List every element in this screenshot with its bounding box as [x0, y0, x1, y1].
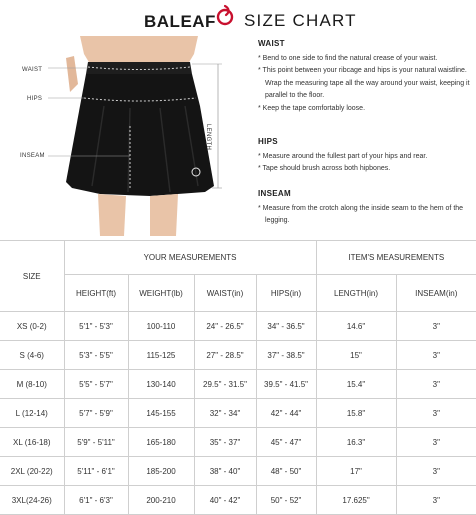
table-cell: 32" - 34": [194, 399, 256, 428]
table-cell: 3": [396, 457, 476, 486]
hips-point: * Tape should brush across both hipbones.: [258, 165, 391, 173]
table-cell: 5'7" - 5'9": [64, 399, 128, 428]
table-cell: 38" - 40": [194, 457, 256, 486]
table-row: [0, 312, 476, 341]
column-header: HEIGHT(ft): [64, 275, 128, 312]
table-cell: 3": [396, 312, 476, 341]
size-cell: XL (16-18): [0, 428, 64, 457]
table-cell: 5'11" - 6'1": [64, 457, 128, 486]
table-cell: 17.625": [316, 486, 396, 515]
table-cell: 5'1" - 5'3": [64, 312, 128, 341]
label-waist: WAIST: [22, 67, 43, 73]
table-row: [0, 399, 476, 428]
label-length: LENGTH: [205, 124, 211, 151]
table-cell: 5'3" - 5'5": [64, 341, 128, 370]
label-inseam: INSEAM: [20, 153, 45, 159]
waist-point: * Bend to one side to find the natural crease of your waist.: [258, 54, 438, 62]
brand-name: BALEAF: [144, 12, 216, 31]
inseam-heading: INSEAM: [258, 189, 291, 198]
waist-point: * Keep the tape comfortably loose.: [258, 104, 366, 112]
table-cell: 42" - 44": [256, 399, 316, 428]
table-cell: 17": [316, 457, 396, 486]
table-row: [0, 486, 476, 515]
inseam-point: * Measure from the crotch along the inside seam to the hem of the legging.: [258, 204, 464, 225]
inseam-instructions: [258, 188, 470, 228]
size-column-header: SIZE: [0, 241, 64, 312]
table-row: [0, 370, 476, 399]
table-cell: 34" - 36.5": [256, 312, 316, 341]
table-cell: 50" - 52": [256, 486, 316, 515]
size-cell: L (12-14): [0, 399, 64, 428]
table-cell: 5'9" - 5'11": [64, 428, 128, 457]
table-cell: 185-200: [128, 457, 194, 486]
page-title: SIZE CHART: [244, 11, 357, 30]
size-cell: S (4-6): [0, 341, 64, 370]
size-cell: XS (0-2): [0, 312, 64, 341]
table-cell: 27" - 28.5": [194, 341, 256, 370]
items-measurements-header: ITEM'S MEASUREMENTS: [316, 241, 476, 275]
label-hips: HIPS: [27, 96, 43, 102]
table-row: [0, 428, 476, 457]
waist-heading: WAIST: [258, 39, 285, 48]
table-cell: 14.6": [316, 312, 396, 341]
table-cell: 100-110: [128, 312, 194, 341]
table-cell: 3": [396, 428, 476, 457]
table-cell: 115-125: [128, 341, 194, 370]
table-cell: 35" - 37": [194, 428, 256, 457]
table-cell: 3": [396, 341, 476, 370]
table-cell: 39.5" - 41.5": [256, 370, 316, 399]
skirt-illustration: [0, 36, 250, 236]
table-cell: 37" - 38.5": [256, 341, 316, 370]
size-cell: 2XL (20-22): [0, 457, 64, 486]
table-cell: 130-140: [128, 370, 194, 399]
table-cell: 24" - 26.5": [194, 312, 256, 341]
hips-heading: HIPS: [258, 137, 278, 146]
table-cell: 15.4": [316, 370, 396, 399]
table-cell: 6'1" - 6'3": [64, 486, 128, 515]
left-leg: [98, 194, 126, 236]
table-cell: 45" - 47": [256, 428, 316, 457]
left-hand: [66, 56, 78, 92]
column-header: WEIGHT(lb): [128, 275, 194, 312]
column-header: INSEAM(in): [396, 275, 476, 312]
table-cell: 3": [396, 399, 476, 428]
table-cell: 15.8": [316, 399, 396, 428]
baleaf-logo-icon: [216, 4, 234, 26]
table-row: [0, 341, 476, 370]
model-figure: [0, 36, 250, 236]
right-leg: [150, 194, 178, 236]
table-cell: 5'5" - 5'7": [64, 370, 128, 399]
table-cell: 145-155: [128, 399, 194, 428]
table-cell: 3": [396, 486, 476, 515]
table-cell: 200-210: [128, 486, 194, 515]
table-cell: 3": [396, 370, 476, 399]
skirt-body: [66, 74, 214, 196]
table-row: [0, 457, 476, 486]
your-measurements-header: YOUR MEASUREMENTS: [64, 241, 316, 275]
size-cell: 3XL(24-26): [0, 486, 64, 515]
table-cell: 40" - 42": [194, 486, 256, 515]
table-cell: 165-180: [128, 428, 194, 457]
torso-skin: [80, 36, 198, 64]
size-chart-table: [0, 240, 476, 515]
waist-instructions: [258, 38, 470, 116]
table-cell: 16.3": [316, 428, 396, 457]
column-header: WAIST(in): [194, 275, 256, 312]
table-cell: 29.5" - 31.5": [194, 370, 256, 399]
hips-instructions: [258, 136, 470, 176]
column-header: HIPS(in): [256, 275, 316, 312]
table-cell: 48" - 50": [256, 457, 316, 486]
hips-point: * Measure around the fullest part of your hips and rear.: [258, 152, 428, 160]
table-cell: 15": [316, 341, 396, 370]
column-header: LENGTH(in): [316, 275, 396, 312]
header: [0, 0, 476, 38]
waist-point: * This point between your ribcage and hips is your natural waistline. Wrap the measuring tape all the way around your waist, keeping it parallel to the floor.: [258, 67, 470, 100]
size-cell: M (8-10): [0, 370, 64, 399]
